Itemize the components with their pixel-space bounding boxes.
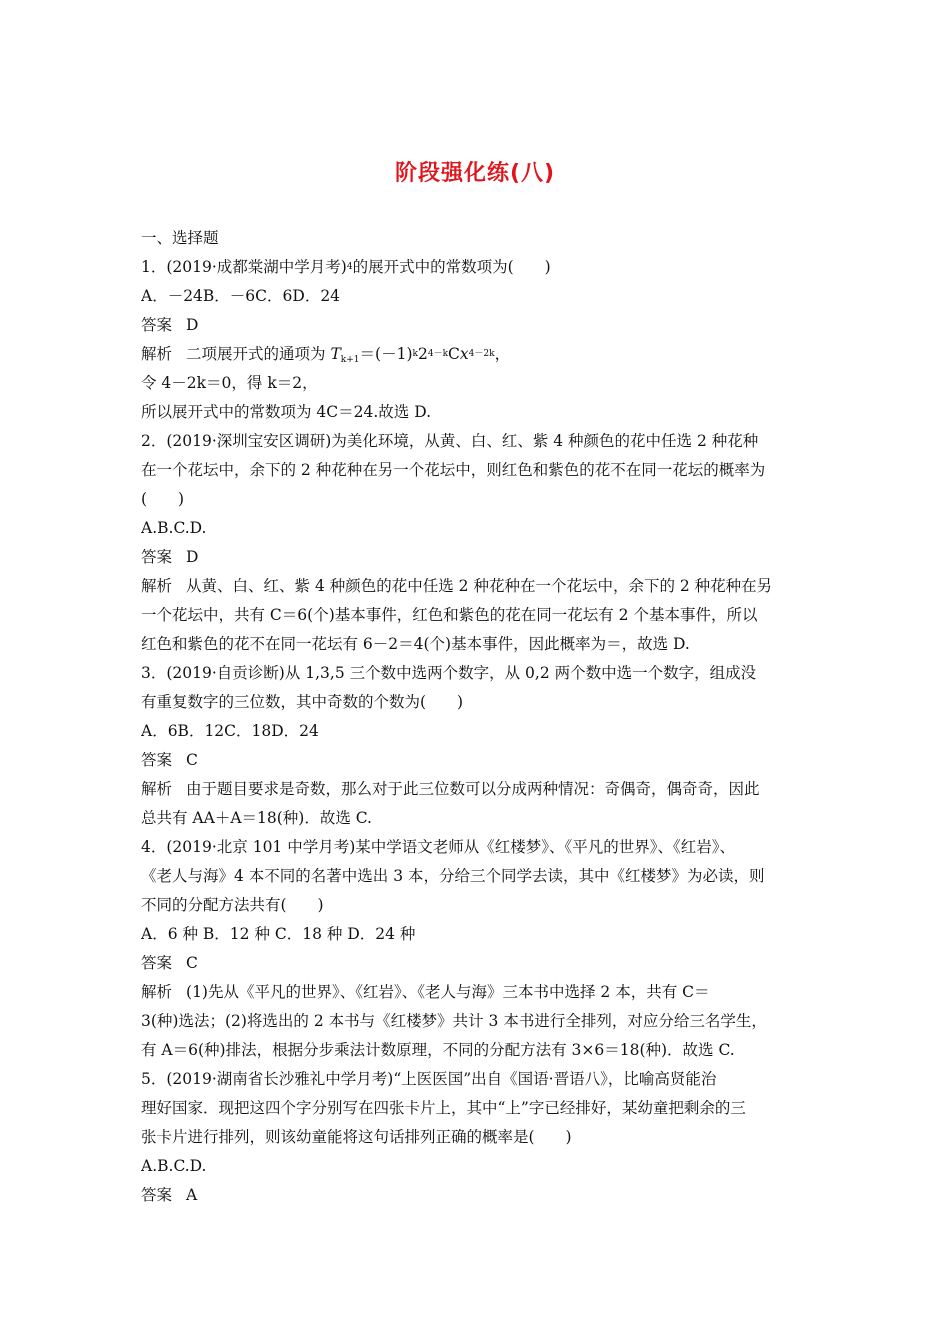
question-1-exponent: 4 <box>346 262 353 272</box>
question-3-answer <box>141 746 813 775</box>
question-1-analysis-line-2: 令 4－2k＝0，得 k＝2， <box>141 374 318 392</box>
analysis-text: ＝(－1) <box>359 345 413 363</box>
question-1-analysis-line-3: 所以展开式中的常数项为 4C＝24.故选 D. <box>141 403 432 421</box>
answer-label: 答案 <box>141 548 173 566</box>
document-body <box>141 224 813 1210</box>
answer-value: A <box>186 1186 198 1204</box>
analysis-text: 2 <box>417 345 428 363</box>
question-1-options: A．－24B．－6C．6D．24 <box>141 287 341 305</box>
question-2-answer <box>141 543 813 572</box>
question-2-analysis-line-1 <box>141 572 813 601</box>
question-4-stem-line-2: 《老人与海》4 本不同的名著中选出 3 本，分给三个同学去读，其中《红楼梦》为必读，则 <box>141 867 765 885</box>
question-4-analysis-line-3: 有 A＝6(种)排法，根据分步乘法计数原理，不同的分配方法有 3×6＝18(种)．故选 C. <box>141 1041 735 1059</box>
question-1-analysis-line-1 <box>141 340 813 369</box>
analysis-text: 由于题目要求是奇数，那么对于此三位数可以分成两种情况：奇偶奇，偶奇奇，因此 <box>186 780 760 798</box>
analysis-superscript: 4－2k <box>468 349 495 359</box>
question-4-stem-line-1: 4．(2019·北京 101 中学月考)某中学语文老师从《红楼梦》、《平凡的世界》、《红岩》、 <box>141 838 736 856</box>
question-2-stem-line-1: 2．(2019·深圳宝安区调研)为美化环境，从黄、白、红、紫 4 种颜色的花中任选 2 种花种 <box>141 432 759 450</box>
analysis-label: 解析 <box>141 345 173 363</box>
question-2-stem-line-2: 在一个花坛中，余下的 2 种花种在另一个花坛中，则红色和紫色的花不在同一花坛的概率为 <box>141 461 766 479</box>
analysis-variable-x: x <box>459 345 469 363</box>
answer-value: D <box>186 548 199 566</box>
answer-label: 答案 <box>141 751 173 769</box>
question-3-analysis-line-1 <box>141 775 813 804</box>
question-2-stem-line-3: ( ) <box>141 490 185 508</box>
question-3-analysis-line-2: 总共有 AA＋A＝18(种)．故选 C. <box>141 809 372 827</box>
question-1-stem <box>141 253 813 282</box>
analysis-text: 二项展开式的通项为 <box>186 345 331 363</box>
question-3-stem-line-1: 3．(2019·自贡诊断)从 1,3,5 三个数中选两个数字，从 0,2 两个数中选一个数字，组成没 <box>141 664 757 682</box>
analysis-text: ， <box>494 345 511 363</box>
question-4-analysis-line-2: 3(种)选法；(2)将选出的 2 本书与《红楼梦》共计 3 本书进行全排列，对应分给三名学生， <box>141 1012 767 1030</box>
analysis-text: C <box>448 345 460 363</box>
question-1-stem-part-b: 的展开式中的常数项为( ) <box>352 258 551 276</box>
question-4-answer <box>141 949 813 978</box>
question-4-analysis-line-1 <box>141 978 813 1007</box>
analysis-text: 从黄、白、红、紫 4 种颜色的花中任选 2 种花种在一个花坛中，余下的 2 种花种在另 <box>186 577 773 595</box>
question-5-answer <box>141 1181 813 1210</box>
answer-label: 答案 <box>141 954 173 972</box>
answer-label: 答案 <box>141 1186 173 1204</box>
answer-label: 答案 <box>141 316 173 334</box>
analysis-term-t: T <box>330 345 341 363</box>
analysis-superscript: 4－k <box>427 349 449 359</box>
analysis-subscript: k+1 <box>340 355 360 365</box>
analysis-label: 解析 <box>141 577 173 595</box>
analysis-text: (1)先从《平凡的世界》、《红岩》、《老人与海》三本书中选择 2 本，共有 C＝ <box>186 983 710 1001</box>
answer-value: C <box>186 954 198 972</box>
section-heading: 一、选择题 <box>141 229 219 247</box>
question-1-stem-part-a: 1．(2019·成都棠湖中学月考) <box>141 258 347 276</box>
question-3-options: A．6B．12C．18D．24 <box>141 722 319 740</box>
page-title: 阶段强化练(八) <box>394 161 556 186</box>
analysis-superscript: k <box>412 349 418 359</box>
question-2-analysis-line-3: 红色和紫色的花不在同一花坛有 6－2＝4(个)基本事件，因此概率为＝，故选 D. <box>141 635 690 653</box>
question-3-stem-line-2: 有重复数字的三位数，其中奇数的个数为( ) <box>141 693 464 711</box>
answer-value: C <box>186 751 198 769</box>
question-5-stem-line-1: 5．(2019·湖南省长沙雅礼中学月考)“上医医国”出自《国语·晋语八》，比喻高贤能治 <box>141 1070 717 1088</box>
analysis-label: 解析 <box>141 983 173 1001</box>
question-1-answer <box>141 311 813 340</box>
analysis-label: 解析 <box>141 780 173 798</box>
question-4-options: A．6 种 B．12 种 C．18 种 D．24 种 <box>141 925 416 943</box>
question-5-stem-line-3: 张卡片进行排列，则该幼童能将这句话排列正确的概率是( ) <box>141 1128 572 1146</box>
question-2-options: A.B.C.D. <box>141 519 207 537</box>
question-4-stem-line-3: 不同的分配方法共有( ) <box>141 896 324 914</box>
answer-value: D <box>186 316 199 334</box>
question-5-stem-line-2: 理好国家．现把这四个字分别写在四张卡片上，其中“上”字已经排好，某幼童把剩余的三 <box>141 1099 746 1117</box>
question-2-analysis-line-2: 一个花坛中，共有 C＝6(个)基本事件，红色和紫色的花在同一花坛有 2 个基本事件，所以 <box>141 606 758 624</box>
question-5-options: A.B.C.D. <box>141 1157 207 1175</box>
